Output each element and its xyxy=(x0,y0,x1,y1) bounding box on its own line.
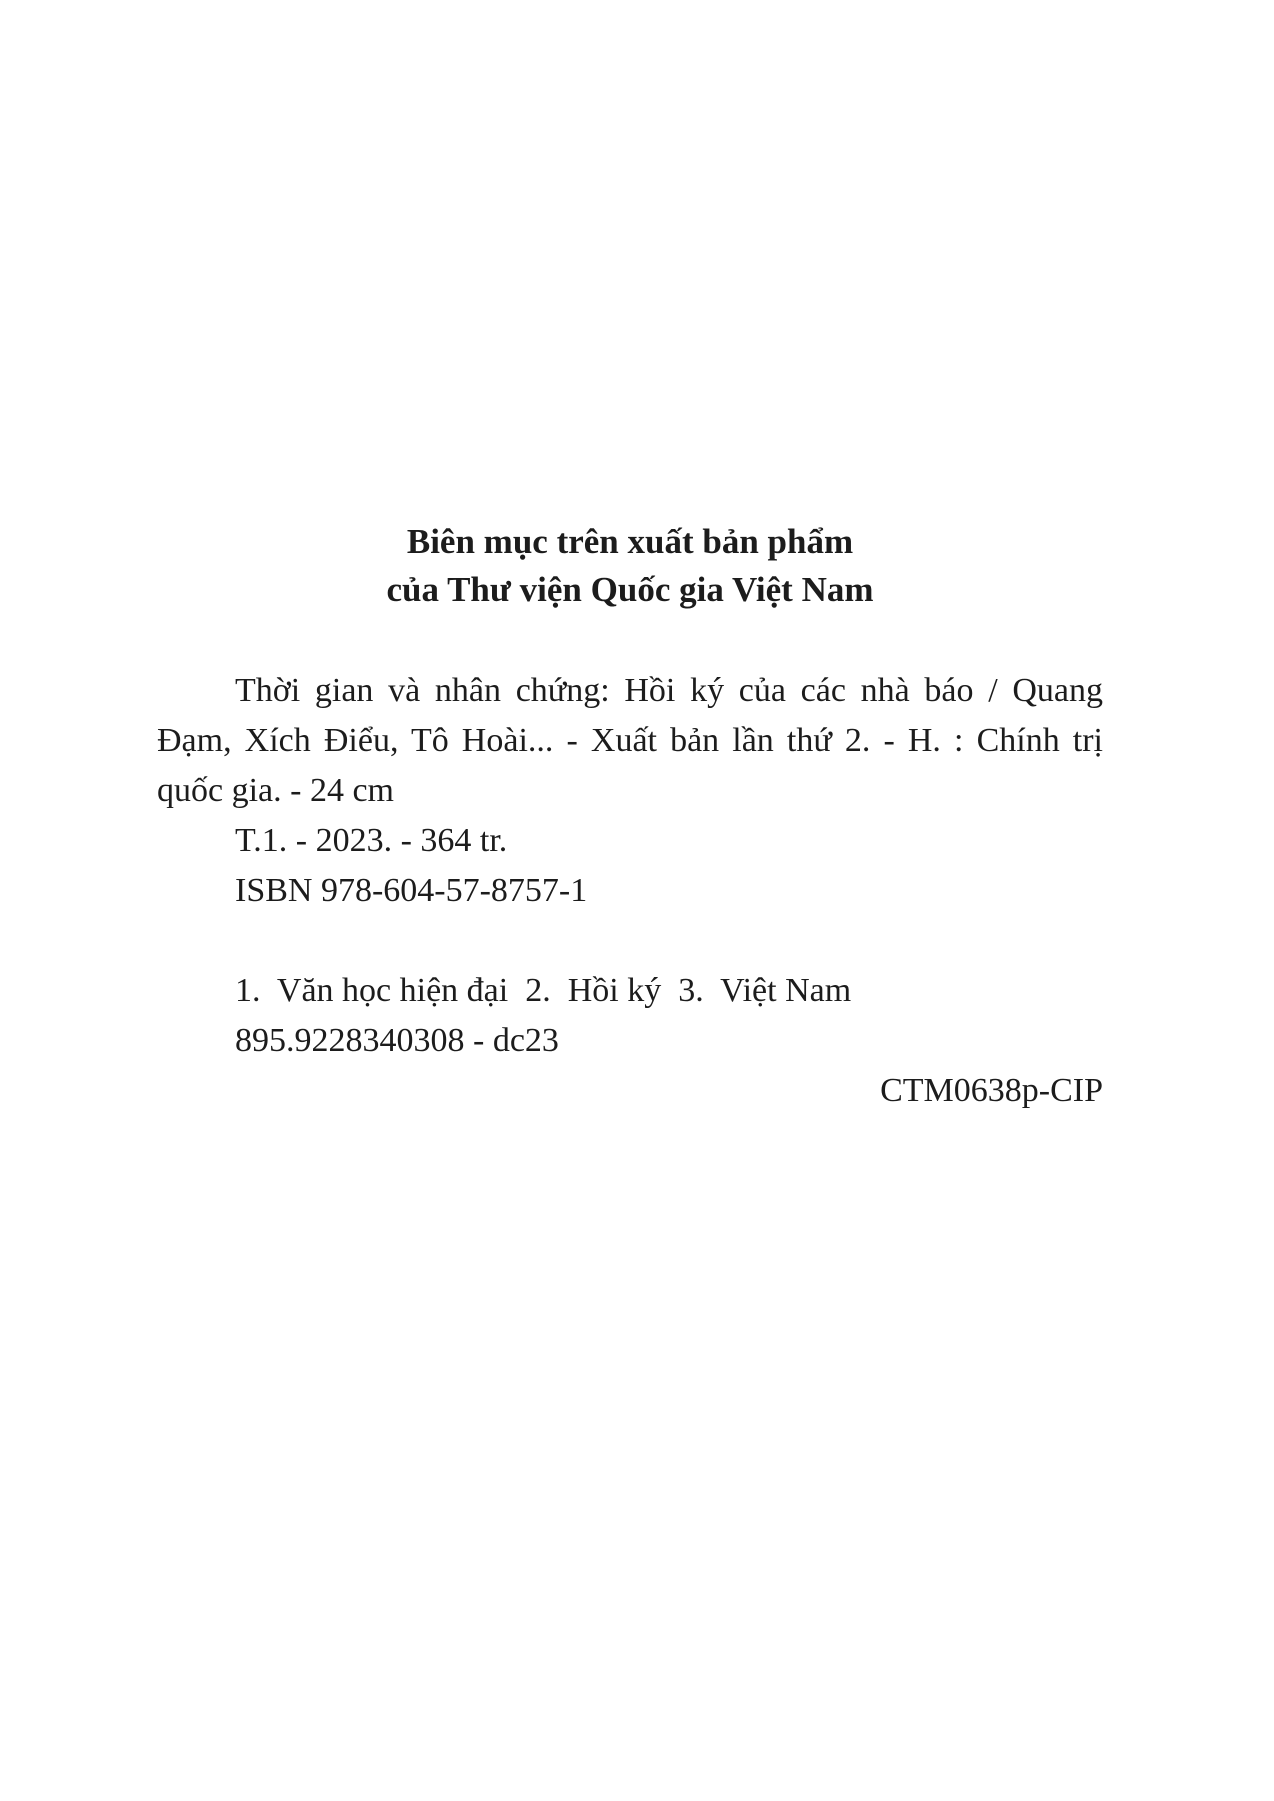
cip-heading xyxy=(157,518,1103,614)
cip-heading-line-2: của Thư viện Quốc gia Việt Nam xyxy=(386,570,874,609)
cip-heading-line-1: Biên mục trên xuất bản phẩm xyxy=(406,522,854,561)
cip-code: CTM0638p-CIP xyxy=(880,1072,1103,1109)
isbn-line: ISBN 978-604-57-8757-1 xyxy=(235,872,588,909)
blank-line xyxy=(157,916,1103,966)
catalog-title-line-1: Thời gian và nhân chứng: Hồi ký của các nhà báo / Quang xyxy=(235,672,1103,709)
volume-year-pages-line: T.1. - 2023. - 364 tr. xyxy=(235,822,508,859)
dewey-classification-line: 895.9228340308 - dc23 xyxy=(235,1022,559,1059)
catalog-title-line-2: Đạm, Xích Điểu, Tô Hoài... - Xuất bản lần thứ 2. - H. : Chính trị xyxy=(157,722,1103,759)
cip-record xyxy=(157,666,1103,1116)
catalog-title-line-3: quốc gia. - 24 cm xyxy=(157,772,394,809)
subject-headings-line: 1. Văn học hiện đại 2. Hồi ký 3. Việt Nam xyxy=(235,972,852,1009)
